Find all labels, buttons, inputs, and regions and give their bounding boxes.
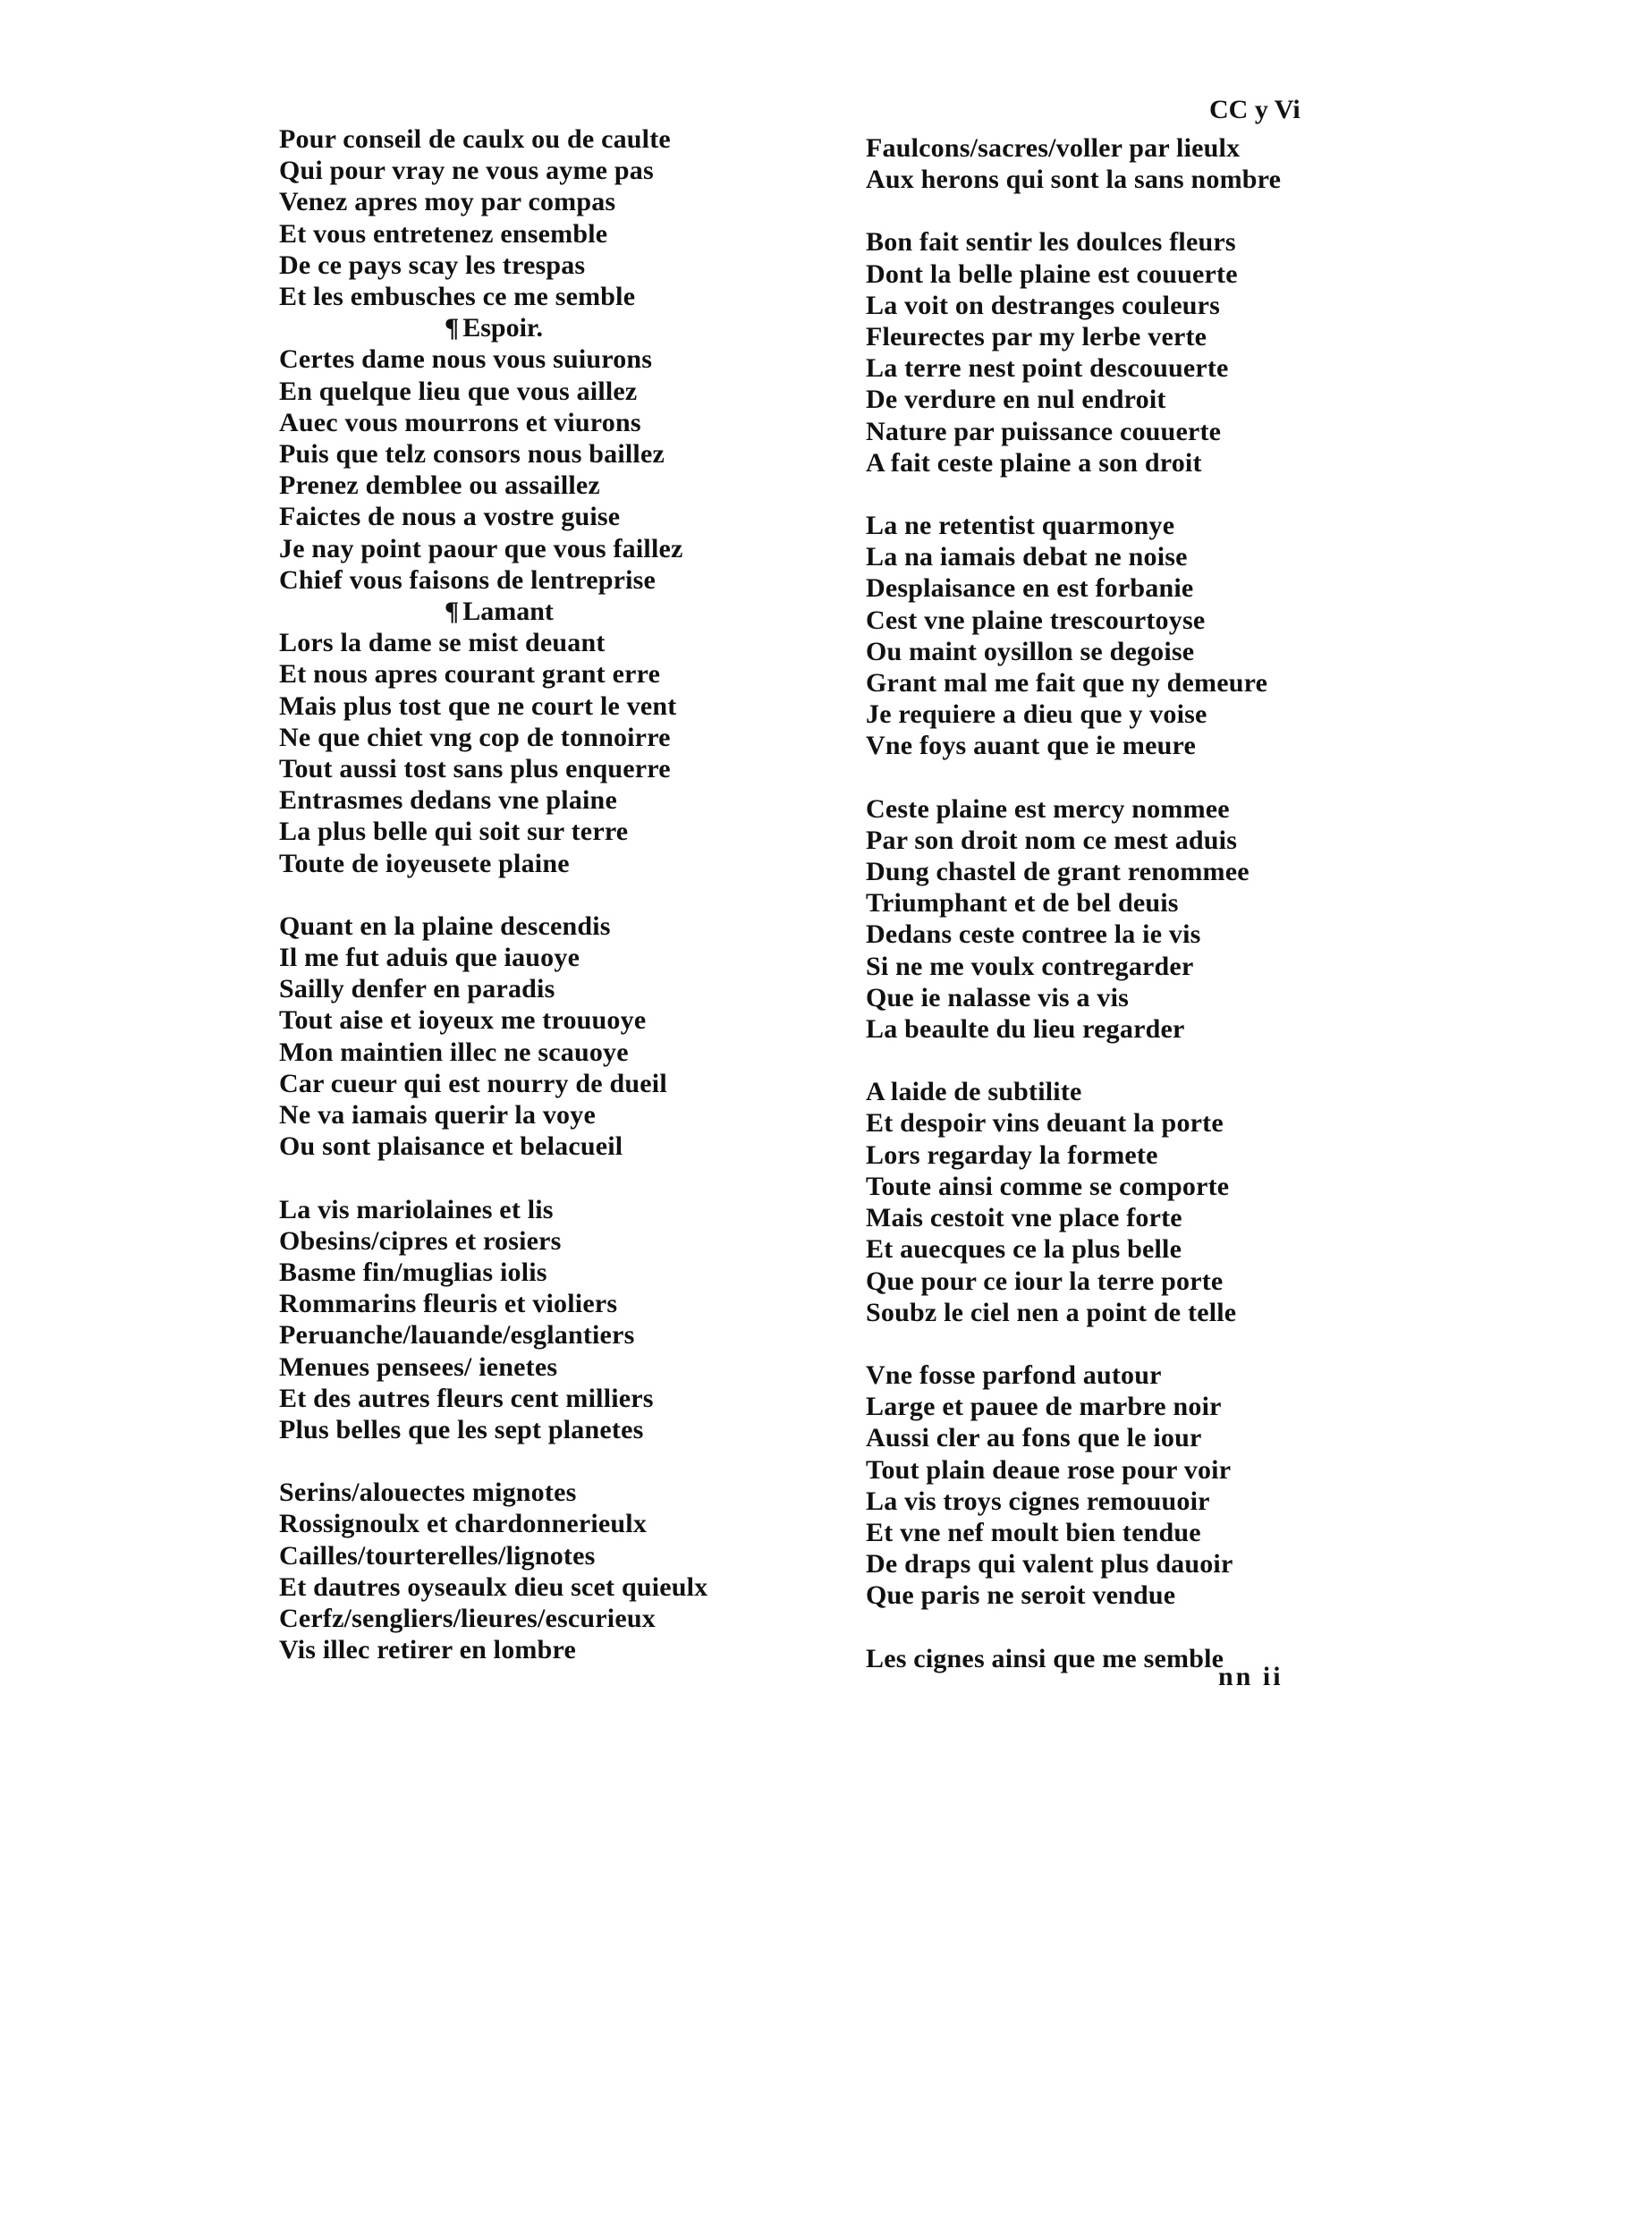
verse-line: La voit on destranges couleurs <box>866 290 1220 320</box>
verse-line: Que ie nalasse vis a vis <box>866 982 1129 1012</box>
verse-line: La vis mariolaines et lis <box>279 1194 554 1224</box>
stanza-break <box>866 1328 1438 1359</box>
verse-line: Car cueur qui est nourry de dueil <box>279 1068 667 1098</box>
verse-line: Puis que telz consors nous baillez <box>279 439 665 470</box>
verse-line: Il me fut aduis que iauoye <box>279 943 580 973</box>
verse-line: Fleurectes par my lerbe verte <box>866 322 1207 352</box>
pilcrow-icon: ¶ <box>445 313 460 343</box>
verse-line: La beaulte du lieu regarder <box>866 1014 1185 1045</box>
verse-line: Qui pour vray ne vous ayme pas <box>279 156 654 186</box>
verse-line: Vne foys auant que ie meure <box>866 731 1197 761</box>
verse-line: Menues pensees/ ienetes <box>279 1351 558 1382</box>
verse-line: Tout aussi tost sans plus enquerre <box>279 754 671 784</box>
verse-line: Et auecques ce la plus belle <box>866 1234 1182 1265</box>
verse-line: Je nay point paour que vous faillez <box>279 533 683 563</box>
verse-line: Plus belles que les sept planetes <box>279 1414 644 1444</box>
verse-line: Et les embusches ce me semble <box>279 282 636 312</box>
verse-line: A fait ceste plaine a son droit <box>866 447 1202 478</box>
verse-line: Grant mal me fait que ny demeure <box>866 668 1268 699</box>
verse-line: Vis illec retirer en lombre <box>279 1635 576 1665</box>
verse-line: Large et pauee de marbre noir <box>866 1392 1222 1422</box>
verse-line: Et dautres oyseaulx dieu scet quieulx <box>279 1571 708 1602</box>
stanza-break <box>866 1045 1438 1076</box>
verse-line: Par son droit nom ce mest aduis <box>866 825 1238 855</box>
verse-line: Rommarins fleuris et violiers <box>279 1289 618 1319</box>
verse-line: Mais cestoit vne place forte <box>866 1203 1182 1233</box>
verse-line: Lors la dame se mist deuant <box>279 628 606 658</box>
verse-line: Tout plain deaue rose pour voir <box>866 1454 1232 1485</box>
verse-line: Basme fin/muglias iolis <box>279 1257 547 1287</box>
verse-line: La na iamais debat ne noise <box>866 542 1188 572</box>
verse-line: Triumphant et de bel deuis <box>866 888 1179 919</box>
verse-line: Faulcons/sacres/voller par lieulx <box>866 133 1241 163</box>
stanza-break <box>279 1163 851 1194</box>
verse-line: Mais plus tost que ne court le vent <box>279 690 677 721</box>
verse-line: Cailles/tourterelles/lignotes <box>279 1540 596 1571</box>
verse-line: La vis troys cignes remouuoir <box>866 1486 1210 1516</box>
speaker-name: Espoir. <box>462 313 543 343</box>
verse-line: Et vous entretenez ensemble <box>279 218 608 249</box>
signature-mark: nn ii <box>1218 1662 1283 1691</box>
verse-line: Toute ainsi comme se comporte <box>866 1171 1230 1201</box>
verse-line: Vne fosse parfond autour <box>866 1359 1162 1390</box>
verse-line: Chief vous faisons de lentreprise <box>279 564 657 595</box>
verse-line: Ne que chiet vng cop de tonnoirre <box>279 722 671 752</box>
folio-number: CC y Vi <box>1209 95 1300 124</box>
verse-line: Ou sont plaisance et belacueil <box>279 1131 623 1162</box>
verse-line: Entrasmes dedans vne plaine <box>279 785 617 816</box>
verse-line: Faictes de nous a vostre guise <box>279 502 621 532</box>
verse-line: La plus belle qui soit sur terre <box>279 817 629 847</box>
verse-line: Ne va iamais querir la voye <box>279 1100 596 1131</box>
verse-line: Venez apres moy par compas <box>279 187 616 217</box>
verse-line: Dont la belle plaine est couuerte <box>866 258 1238 289</box>
verse-line: Prenez demblee ou assaillez <box>279 470 600 501</box>
verse-line: Je requiere a dieu que y voise <box>866 699 1207 730</box>
verse-line: Aussi cler au fons que le iour <box>866 1423 1202 1453</box>
verse-line: Les cignes ainsi que me semble <box>866 1643 1224 1673</box>
verse-line: Sailly denfer en paradis <box>279 974 555 1004</box>
verse-line: Et vne nef moult bien tendue <box>866 1517 1201 1547</box>
stanza-break <box>866 195 1438 226</box>
verse-line: Ou maint oysillon se degoise <box>866 636 1195 666</box>
verse-line: Serins/alouectes mignotes <box>279 1478 577 1508</box>
left-column <box>279 123 851 1665</box>
verse-line: Dedans ceste contree la ie vis <box>866 919 1201 950</box>
verse-line: Obesins/cipres et rosiers <box>279 1225 562 1256</box>
verse-line: Ceste plaine est mercy nommee <box>866 793 1230 824</box>
right-column <box>866 132 1438 1674</box>
verse-line: Peruanche/lauande/esglantiers <box>279 1320 635 1351</box>
verse-line: Que pour ce iour la terre porte <box>866 1266 1224 1296</box>
verse-line: Cerfz/sengliers/lieures/escurieux <box>279 1603 656 1633</box>
verse-line: Cest vne plaine trescourtoyse <box>866 605 1206 635</box>
verse-line: De verdure en nul endroit <box>866 385 1166 415</box>
verse-line: Si ne me voulx contregarder <box>866 951 1194 981</box>
verse-line: Quant en la plaine descendis <box>279 910 611 941</box>
verse-line: Mon maintien illec ne scauoye <box>279 1037 629 1067</box>
verse-line: De ce pays scay les trespas <box>279 250 586 280</box>
verse-line: Et des autres fleurs cent milliers <box>279 1383 654 1413</box>
pilcrow-icon: ¶ <box>445 597 460 627</box>
stanza-break <box>866 1612 1438 1643</box>
stanza-break <box>279 879 851 910</box>
verse-line: A laide de subtilite <box>866 1077 1082 1107</box>
speaker-heading <box>279 596 851 627</box>
verse-line: Desplaisance en est forbanie <box>866 573 1194 604</box>
speaker-heading <box>279 312 851 343</box>
verse-line: En quelque lieu que vous aillez <box>279 376 638 406</box>
verse-line: La terre nest point descouuerte <box>866 353 1229 384</box>
stanza-break <box>279 1445 851 1477</box>
verse-line: Tout aise et ioyeux me trouuoye <box>279 1005 647 1036</box>
verse-line: Rossignoulx et chardonnerieulx <box>279 1509 648 1539</box>
verse-line: Pour conseil de caulx ou de caulte <box>279 124 671 154</box>
speaker-name: Lamant <box>462 597 554 627</box>
verse-line: De draps qui valent plus dauoir <box>866 1549 1233 1580</box>
stanza-break <box>866 479 1438 510</box>
verse-line: Et despoir vins deuant la porte <box>866 1108 1224 1139</box>
verse-line: Nature par puissance couuerte <box>866 416 1222 446</box>
verse-line: Certes dame nous vous suiurons <box>279 344 653 375</box>
verse-line: La ne retentist quarmonye <box>866 511 1175 541</box>
verse-line: Toute de ioyeusete plaine <box>279 848 570 878</box>
verse-line: Et nous apres courant grant erre <box>279 659 661 690</box>
verse-line: Dung chastel de grant renommee <box>866 857 1250 887</box>
verse-line: Lors regarday la formete <box>866 1139 1158 1170</box>
verse-line: Auec vous mourrons et viurons <box>279 407 641 437</box>
verse-line: Soubz le ciel nen a point de telle <box>866 1297 1237 1327</box>
stanza-break <box>866 762 1438 793</box>
verse-line: Aux herons qui sont la sans nombre <box>866 165 1282 195</box>
verse-line: Bon fait sentir les doulces fleurs <box>866 227 1236 258</box>
verse-line: Que paris ne seroit vendue <box>866 1580 1176 1611</box>
